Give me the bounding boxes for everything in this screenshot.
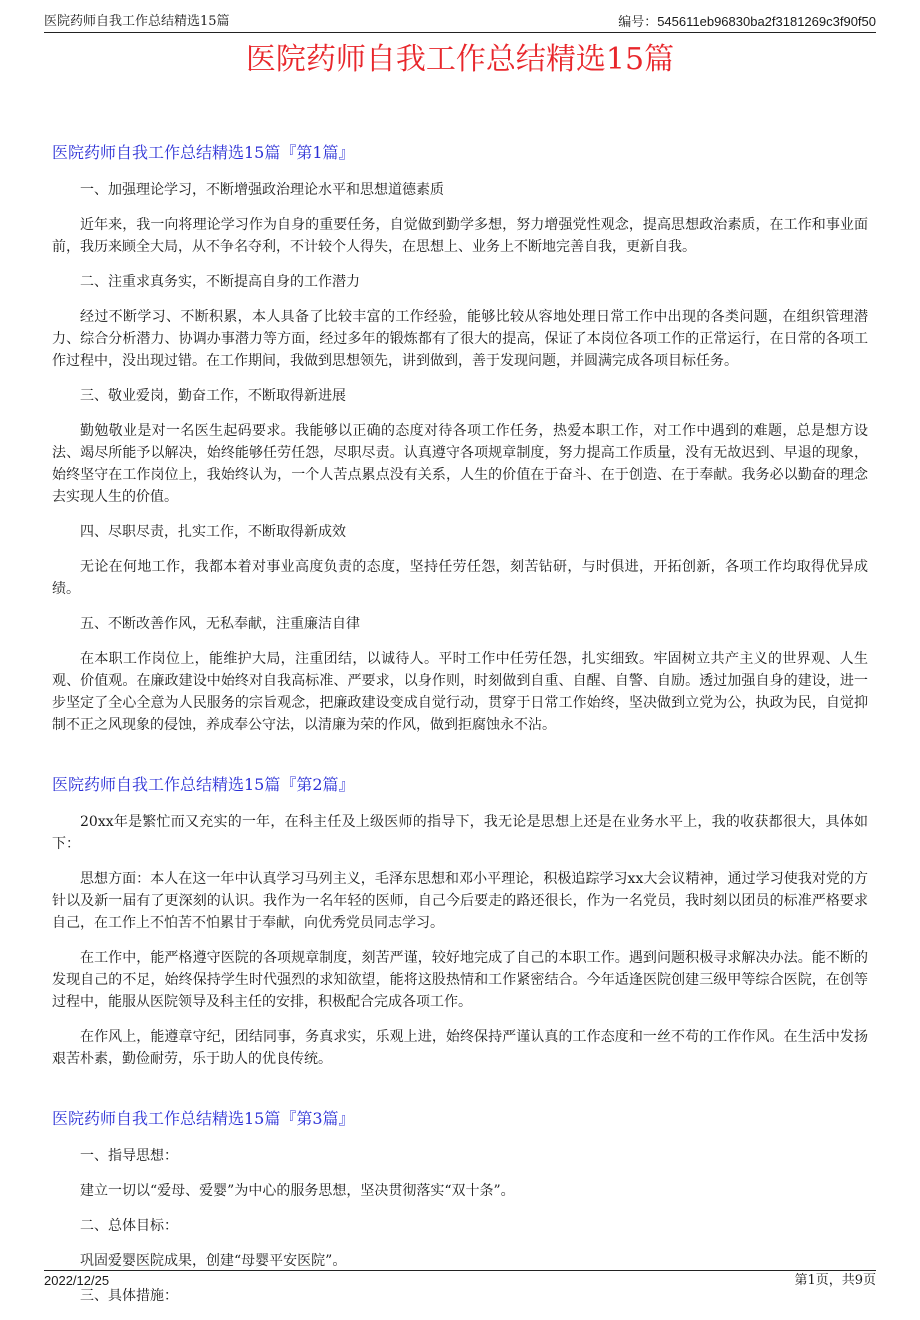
paragraph: 无论在何地工作，我都本着对事业高度负责的态度，坚持任劳任怨，刻苦钻研，与时俱进，开拓创新，各项工作均取得优异成绩。 xyxy=(52,559,868,597)
paragraph: 思想方面：本人在这一年中认真学习马列主义，毛泽东思想和邓小平理论，积极追踪学习xx大会议精神，通过学习使我对党的方针以及新一届有了更深刻的认识。我作为一名年轻的医师，自己今后要走的路还很长，作为一名党员，我时刻以团员的标准严格要求自己，在工作上不怕苦不怕累甘于奉献，向优秀党员同志学习。 xyxy=(52,871,868,931)
footer-page-number: 第1页，共9页 xyxy=(794,1273,876,1288)
section-heading: 医院药师自我工作总结精选15篇『第3篇』 xyxy=(52,1109,355,1128)
paragraph: 建立一切以“爱母、爱婴”为中心的服务思想，坚决贯彻落实“双十条”。 xyxy=(80,1183,515,1199)
paragraph: 一、指导思想： xyxy=(80,1148,178,1164)
paragraph: 近年来，我一向将理论学习作为自身的重要任务，自觉做到勤学多想，努力增强党性观念，提高思想政治素质，在工作和事业面前，我历来顾全大局，从不争名夺利，不计较个人得失，在思想上、业务上不断地完善自我，更新自我。 xyxy=(52,217,868,255)
section-2 xyxy=(52,772,868,1070)
page-footer xyxy=(44,1270,876,1291)
paragraph: 在作风上，能遵章守纪，团结同事，务真求实，乐观上进，始终保持严谨认真的工作态度和一丝不苟的工作作风。在生活中发扬艰苦朴素，勤俭耐劳，乐于助人的优良传统。 xyxy=(52,1029,868,1067)
document-body xyxy=(52,140,868,1320)
paragraph: 三、敬业爱岗，勤奋工作，不断取得新进展 xyxy=(80,388,346,404)
page-header xyxy=(44,12,876,33)
document-title: 医院药师自我工作总结精选15篇 xyxy=(245,42,675,77)
paragraph: 一、加强理论学习，不断增强政治理论水平和思想道德素质 xyxy=(80,182,444,198)
header-doc-id: 编号：545611eb96830ba2f3181269c3f90f50 xyxy=(618,14,876,29)
section-heading: 医院药师自我工作总结精选15篇『第2篇』 xyxy=(52,775,355,794)
paragraph: 四、尽职尽责，扎实工作，不断取得新成效 xyxy=(80,524,346,540)
paragraph: 二、总体目标： xyxy=(80,1218,178,1234)
section-heading: 医院药师自我工作总结精选15篇『第1篇』 xyxy=(52,143,355,162)
header-doc-title: 医院药师自我工作总结精选15篇 xyxy=(44,14,230,29)
paragraph: 20xx年是繁忙而又充实的一年，在科主任及上级医师的指导下，我无论是思想上还是在业务水平上，我的收获都很大，具体如下： xyxy=(52,814,868,852)
paragraph: 经过不断学习、不断积累，本人具备了比较丰富的工作经验，能够比较从容地处理日常工作中出现的各类问题，在组织管理潜力、综合分析潜力、协调办事潜力等方面，经过多年的锻炼都有了很大的提高，保证了本岗位各项工作的正常运行，在日常的各项工作过程中，没出现过错。在工作期间，我做到思想领先，讲到做到，善于发现问题，并圆满完成各项目标任务。 xyxy=(52,309,868,369)
paragraph: 五、不断改善作风，无私奉献，注重廉洁自律 xyxy=(80,616,360,632)
paragraph: 在工作中，能严格遵守医院的各项规章制度，刻苦严谨，较好地完成了自己的本职工作。遇到问题积极寻求解决办法。能不断的发现自己的不足，始终保持学生时代强烈的求知欲望，能将这股热情和工作紧密结合。今年适逢医院创建三级甲等综合医院，在创等过程中，能服从医院领导及科主任的安排，积极配合完成各项工作。 xyxy=(52,950,868,1010)
footer-date: 2022/12/25 xyxy=(44,1273,110,1288)
paragraph: 巩固爱婴医院成果，创建“母婴平安医院”。 xyxy=(80,1253,347,1269)
section-1 xyxy=(52,140,868,736)
paragraph: 二、注重求真务实，不断提高自身的工作潜力 xyxy=(80,274,360,290)
paragraph: 在本职工作岗位上，能维护大局，注重团结，以诚待人。平时工作中任劳任怨，扎实细致。牢固树立共产主义的世界观、人生观、价值观。在廉政建设中始终对自我高标准、严要求，以身作则，时刻做到自重、自醒、自警、自励。透过加强自身的建设，进一步坚定了全心全意为人民服务的宗旨观念，把廉政建设变成自觉行动，贯穿于日常工作始终，坚决做到立党为公，执政为民，自觉抑制不正之风现象的侵蚀，养成奉公守法，以清廉为荣的作风，做到拒腐蚀永不沾。 xyxy=(52,651,868,733)
paragraph: 三、具体措施： xyxy=(80,1288,178,1304)
paragraph: 勤勉敬业是对一名医生起码要求。我能够以正确的态度对待各项工作任务，热爱本职工作，对工作中遇到的难题，总是想方设法、竭尽所能予以解决，始终能够任劳任怨，尽职尽责。认真遵守各项规章制度，努力提高工作质量，没有无故迟到、早退的现象，始终坚守在工作岗位上，我始终认为，一个人苦点累点没有关系，人生的价值在于奋斗、在于创造、在于奉献。我务必以勤奋的理念去实现人生的价值。 xyxy=(52,423,868,505)
